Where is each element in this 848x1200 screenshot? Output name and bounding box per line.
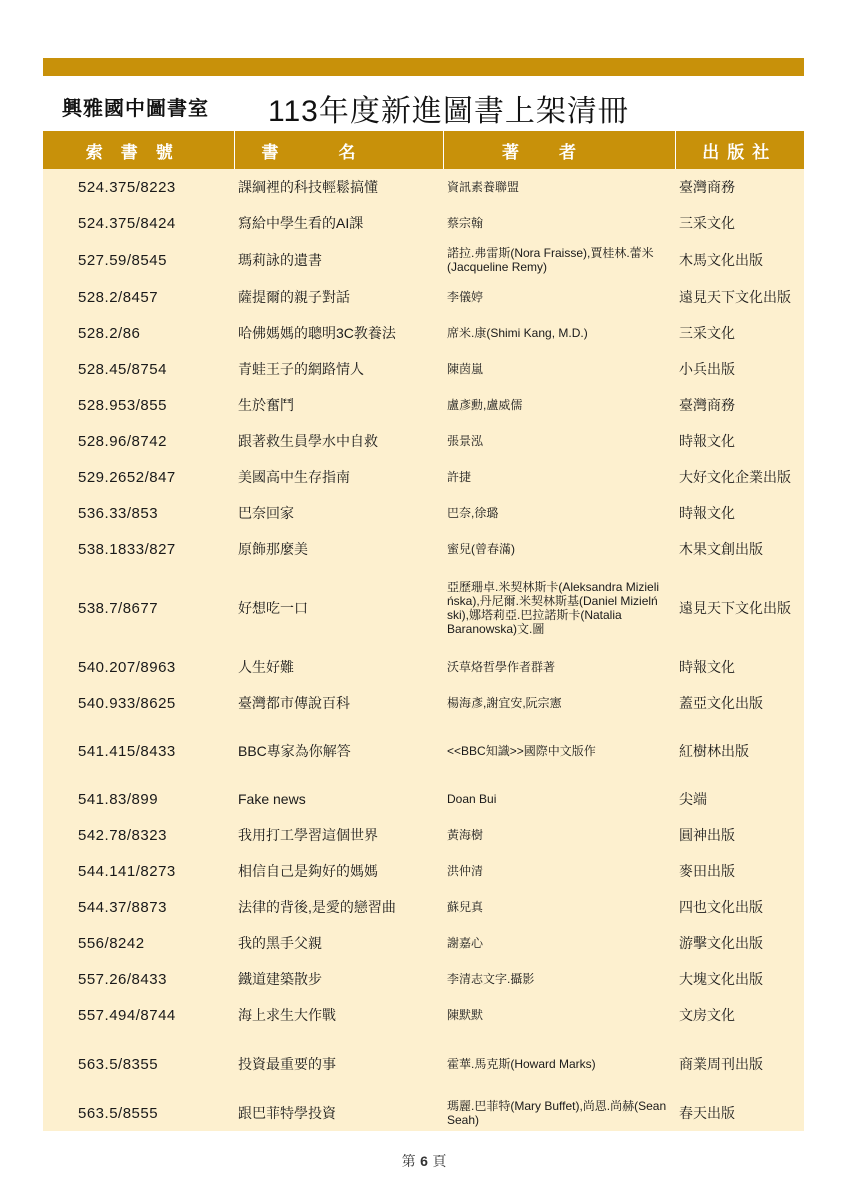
publisher-cell: 紅樹林出版 [675, 721, 804, 781]
header-title: 書名 [234, 131, 443, 169]
call-number-cell: 544.141/8273 [43, 853, 234, 889]
table-row [43, 241, 804, 279]
publisher-cell: 木果文創出版 [675, 531, 804, 567]
publisher-cell: 遠見天下文化出版 [675, 279, 804, 315]
call-number-cell: 528.2/8457 [43, 279, 234, 315]
call-number-cell: 557.26/8433 [43, 961, 234, 997]
author-cell: 李儀婷 [443, 279, 675, 315]
author-cell: 資訊素養聯盟 [443, 169, 675, 205]
footer-suffix: 頁 [432, 1154, 447, 1170]
call-number-cell: 541.415/8433 [43, 721, 234, 781]
book-list-table [43, 131, 804, 1131]
page-title: 113年度新進圖書上架清冊 [268, 95, 629, 128]
title-cell: 法律的背後,是愛的戀習曲 [234, 889, 443, 925]
author-cell: 張景泓 [443, 423, 675, 459]
title-cell: Fake news [234, 781, 443, 817]
header-call-number: 索書號 [43, 131, 234, 169]
title-cell: 鐵道建築散步 [234, 961, 443, 997]
call-number-cell: 538.7/8677 [43, 567, 234, 649]
title-cell: 哈佛媽媽的聰明3C教養法 [234, 315, 443, 351]
call-number-cell: 528.45/8754 [43, 351, 234, 387]
publisher-cell: 春天出版 [675, 1095, 804, 1131]
table-row [43, 531, 804, 567]
publisher-cell: 大塊文化出版 [675, 961, 804, 997]
author-cell: 亞歷珊卓.米契林斯卡(Aleksandra Mizieli ńska),丹尼爾.米契林斯基(Daniel Mizielń ski),娜塔莉亞.巴拉諾斯卡(Natalia Baranowska)文.圖 [443, 567, 675, 649]
author-cell: 盧彥勳,盧威儒 [443, 387, 675, 423]
table-row [43, 459, 804, 495]
table-row [43, 889, 804, 925]
table-row [43, 997, 804, 1033]
author-cell: 謝嘉心 [443, 925, 675, 961]
publisher-cell: 時報文化 [675, 649, 804, 685]
publisher-cell: 游擊文化出版 [675, 925, 804, 961]
table-row [43, 721, 804, 781]
title-cell: 美國高中生存指南 [234, 459, 443, 495]
publisher-cell: 時報文化 [675, 423, 804, 459]
publisher-cell: 臺灣商務 [675, 169, 804, 205]
title-cell: 我的黑手父親 [234, 925, 443, 961]
publisher-cell: 三采文化 [675, 315, 804, 351]
table-row [43, 387, 804, 423]
author-cell: 楊海彥,謝宜安,阮宗憲 [443, 685, 675, 721]
title-cell: 跟著救生員學水中自救 [234, 423, 443, 459]
publisher-cell: 遠見天下文化出版 [675, 567, 804, 649]
table-row [43, 853, 804, 889]
table-row [43, 685, 804, 721]
title-cell: 原飾那麼美 [234, 531, 443, 567]
title-cell: 跟巴菲特學投資 [234, 1095, 443, 1131]
publisher-cell: 商業周刊出版 [675, 1033, 804, 1095]
author-cell: <<BBC知識>>國際中文版作 [443, 721, 675, 781]
publisher-cell: 木馬文化出版 [675, 241, 804, 279]
author-cell: 霍華.馬克斯(Howard Marks) [443, 1033, 675, 1095]
title-cell: 巴奈回家 [234, 495, 443, 531]
title-cell: 人生好難 [234, 649, 443, 685]
publisher-cell: 四也文化出版 [675, 889, 804, 925]
call-number-cell: 527.59/8545 [43, 241, 234, 279]
table-row [43, 1033, 804, 1095]
table-row [43, 567, 804, 649]
publisher-cell: 文房文化 [675, 997, 804, 1033]
header-author: 著者 [443, 131, 675, 169]
call-number-cell: 556/8242 [43, 925, 234, 961]
author-cell: 沃草烙哲學作者群著 [443, 649, 675, 685]
call-number-cell: 544.37/8873 [43, 889, 234, 925]
call-number-cell: 540.933/8625 [43, 685, 234, 721]
call-number-cell: 540.207/8963 [43, 649, 234, 685]
call-number-cell: 528.953/855 [43, 387, 234, 423]
publisher-cell: 尖端 [675, 781, 804, 817]
call-number-cell: 528.2/86 [43, 315, 234, 351]
title-cell: 海上求生大作戰 [234, 997, 443, 1033]
call-number-cell: 536.33/853 [43, 495, 234, 531]
author-cell: 洪仲清 [443, 853, 675, 889]
table-row [43, 351, 804, 387]
author-cell: 蔡宗翰 [443, 205, 675, 241]
title-cell: 相信自己是夠好的媽媽 [234, 853, 443, 889]
author-cell: 蘇兒真 [443, 889, 675, 925]
table-row [43, 423, 804, 459]
title-cell: 薩提爾的親子對話 [234, 279, 443, 315]
publisher-cell: 臺灣商務 [675, 387, 804, 423]
call-number-cell: 542.78/8323 [43, 817, 234, 853]
library-name: 興雅國中圖書室 [62, 98, 209, 120]
table-row [43, 649, 804, 685]
table-row [43, 315, 804, 351]
title-cell: BBC專家為你解答 [234, 721, 443, 781]
author-cell: 巴奈,徐璐 [443, 495, 675, 531]
header-publisher: 出版社 [675, 131, 804, 169]
call-number-cell: 541.83/899 [43, 781, 234, 817]
author-cell: 諾拉.弗雷斯(Nora Fraisse),賈桂林.蕾米(Jacqueline Remy) [443, 241, 675, 279]
top-accent-bar [43, 58, 804, 76]
author-cell: 陳茵嵐 [443, 351, 675, 387]
call-number-cell: 524.375/8223 [43, 169, 234, 205]
title-cell: 瑪莉詠的遺書 [234, 241, 443, 279]
author-cell: Doan Bui [443, 781, 675, 817]
author-cell: 許捷 [443, 459, 675, 495]
table-row [43, 961, 804, 997]
title-cell: 生於奮鬥 [234, 387, 443, 423]
call-number-cell: 528.96/8742 [43, 423, 234, 459]
title-cell: 課綱裡的科技輕鬆搞懂 [234, 169, 443, 205]
author-cell: 蜜兒(曾春滿) [443, 531, 675, 567]
title-cell: 投資最重要的事 [234, 1033, 443, 1095]
table-row [43, 781, 804, 817]
author-cell: 李清志文字.攝影 [443, 961, 675, 997]
publisher-cell: 麥田出版 [675, 853, 804, 889]
page-number: 6 [420, 1153, 428, 1169]
publisher-cell: 三采文化 [675, 205, 804, 241]
publisher-cell: 時報文化 [675, 495, 804, 531]
table-row [43, 495, 804, 531]
publisher-cell: 蓋亞文化出版 [675, 685, 804, 721]
publisher-cell: 圓神出版 [675, 817, 804, 853]
title-cell: 好想吃一口 [234, 567, 443, 649]
table-row [43, 279, 804, 315]
author-cell: 陳默默 [443, 997, 675, 1033]
call-number-cell: 524.375/8424 [43, 205, 234, 241]
table-row [43, 1095, 804, 1131]
title-cell: 寫給中學生看的AI課 [234, 205, 443, 241]
call-number-cell: 563.5/8355 [43, 1033, 234, 1095]
publisher-cell: 小兵出版 [675, 351, 804, 387]
table-row [43, 169, 804, 205]
author-cell: 瑪麗.巴菲特(Mary Buffet),尚恩.尚赫(Sean Seah) [443, 1095, 675, 1131]
call-number-cell: 538.1833/827 [43, 531, 234, 567]
author-cell: 黃海樹 [443, 817, 675, 853]
call-number-cell: 563.5/8555 [43, 1095, 234, 1131]
table-row [43, 817, 804, 853]
publisher-cell: 大好文化企業出版 [675, 459, 804, 495]
footer-prefix: 第 [401, 1154, 416, 1170]
title-cell: 青蛙王子的網路情人 [234, 351, 443, 387]
table-row [43, 205, 804, 241]
call-number-cell: 529.2652/847 [43, 459, 234, 495]
table-row [43, 925, 804, 961]
call-number-cell: 557.494/8744 [43, 997, 234, 1033]
page-footer [0, 1151, 848, 1171]
title-cell: 我用打工學習這個世界 [234, 817, 443, 853]
author-cell: 席米.康(Shimi Kang, M.D.) [443, 315, 675, 351]
title-cell: 臺灣都市傳說百科 [234, 685, 443, 721]
table-header-row [43, 131, 804, 169]
